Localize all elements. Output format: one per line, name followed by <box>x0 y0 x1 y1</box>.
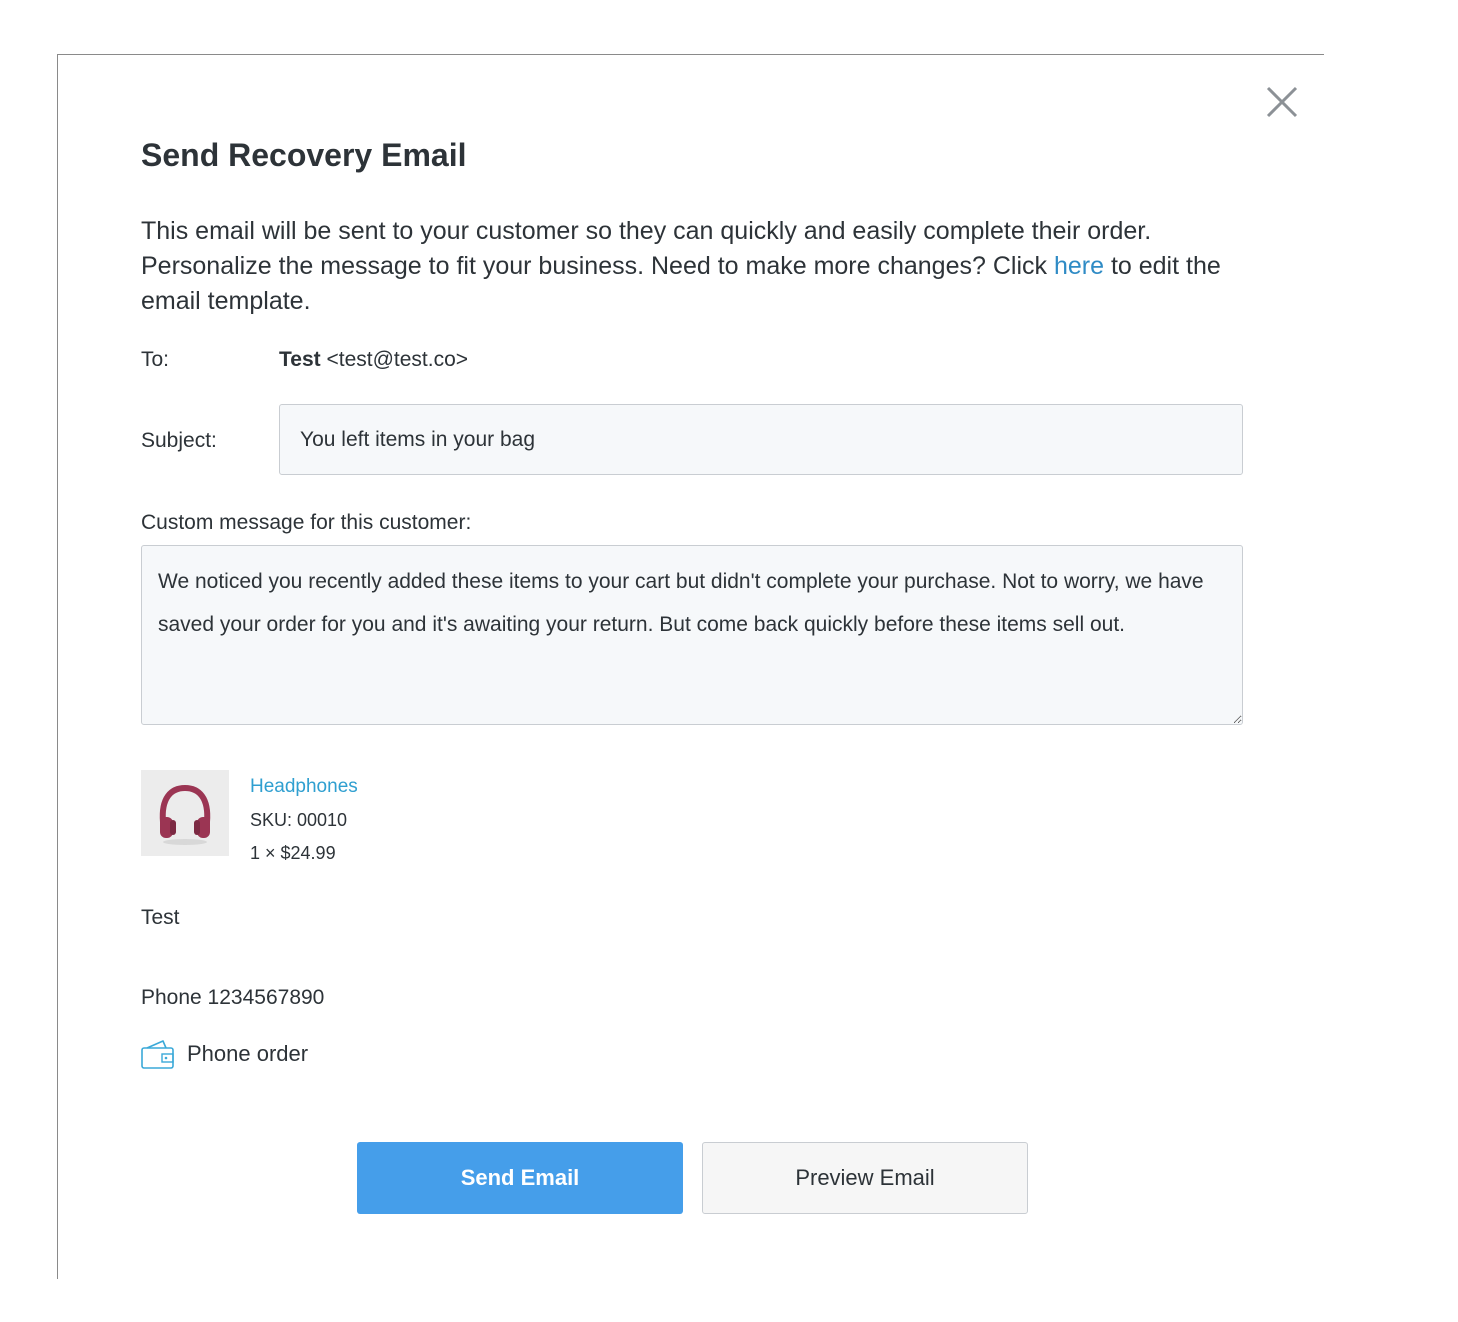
order-source <box>141 1038 308 1070</box>
close-button[interactable] <box>1262 82 1302 122</box>
wallet-icon <box>141 1039 174 1069</box>
modal-title: Send Recovery Email <box>141 137 467 173</box>
intro-text-after: to edit the email template. <box>141 252 1221 315</box>
intro-text <box>141 214 1261 319</box>
recipient-name: Test <box>279 348 321 371</box>
custom-message-textarea[interactable] <box>141 545 1243 725</box>
subject-input[interactable] <box>279 404 1243 475</box>
product-sku: SKU: 00010 <box>250 810 348 830</box>
product-thumbnail <box>141 770 229 856</box>
preview-email-button[interactable]: Preview Email <box>702 1142 1028 1214</box>
send-email-button[interactable]: Send Email <box>357 1142 683 1214</box>
customer-name: Test <box>141 906 180 929</box>
headphones-icon <box>141 770 229 856</box>
product-name-link[interactable]: Headphones <box>250 776 358 797</box>
recipient-email: <test@test.co> <box>326 348 469 371</box>
to-recipient <box>279 345 468 375</box>
subject-label: Subject: <box>141 429 217 452</box>
customer-phone: Phone 1234567890 <box>141 986 325 1009</box>
custom-message-label: Custom message for this customer: <box>141 511 472 534</box>
product-quantity-price: 1 × $24.99 <box>250 843 336 863</box>
modal-left-border <box>57 54 58 1279</box>
close-icon <box>1262 82 1302 122</box>
order-source-label: Phone order <box>187 1041 309 1066</box>
to-label: To: <box>141 348 170 371</box>
intro-text-before: This email will be sent to your customer so they can quickly and easily complete their order. Personalize the message to fit your business. Need to make more changes? Click <box>141 217 1152 280</box>
modal-top-border <box>57 54 1324 55</box>
edit-template-link[interactable]: here <box>1053 252 1104 280</box>
